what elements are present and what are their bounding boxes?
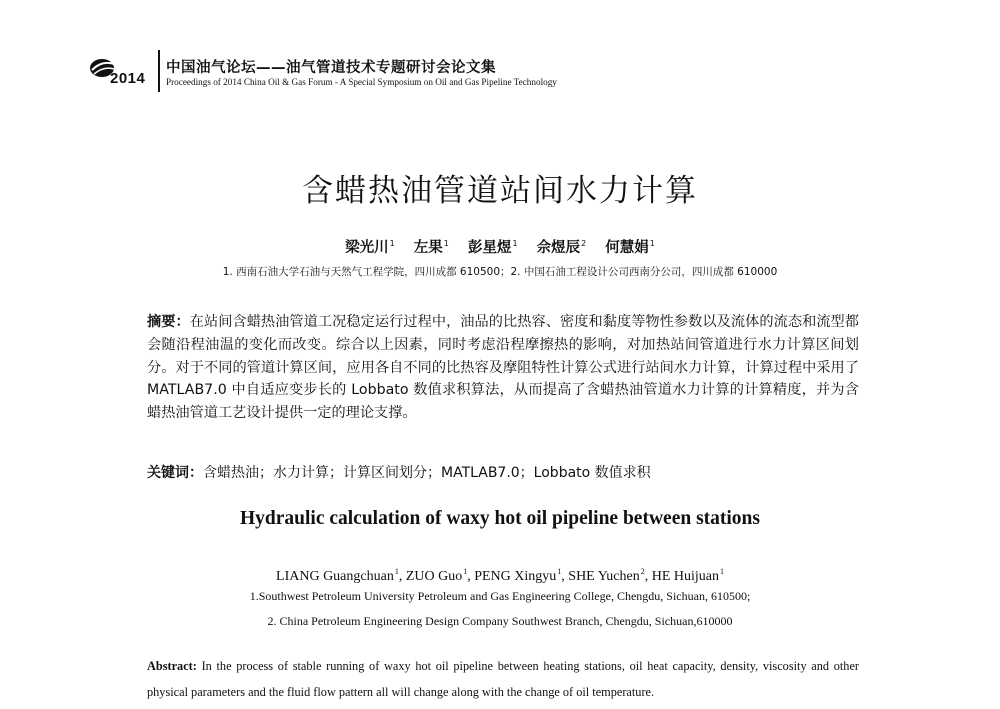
paper-title-en: Hydraulic calculation of waxy hot oil pipeline between stations bbox=[239, 508, 760, 529]
forum-logo bbox=[88, 52, 158, 92]
author-en: LIANG Guangchuan$^1$, bbox=[276, 567, 406, 584]
author-list-cn bbox=[0, 236, 1000, 257]
author-cn: 左果$^1$ bbox=[413, 239, 449, 256]
author-en: ZUO Guo$^1$, bbox=[405, 567, 475, 584]
header-year: 2014 bbox=[110, 70, 146, 87]
keywords-text-cn: 含蜡热油；水力计算；计算区间划分；MATLAB7.0；Lobbato 数值求积 bbox=[203, 465, 651, 481]
abstract-cn bbox=[147, 311, 859, 425]
affiliation-en-1: 1.Southwest Petroleum University Petroleum and Gas Engineering College, Chengdu, Sichuan, 610500; bbox=[249, 589, 751, 603]
abstract-label-en: Abstract: bbox=[147, 659, 197, 673]
abstract-label-cn: 摘要： bbox=[147, 314, 190, 330]
abstract-text-cn: 在站间含蜡热油管道工况稳定运行过程中，油品的比热容、密度和黏度等物性参数以及流体的流态和流型都会随沿程油温的变化而改变。综合以上因素，同时考虑沿程摩擦热的影响，对加热站间管道进行水力计算区间划分。对于不同的管道计算区间，应用各自不同的比热容及摩阻特性计算公式进行站间水力计算，计算过程中采用了 MATLAB7.0 中自适应变步长的 Lobbato 数值求积算法，从而提高了含蜡热油管道水力计算的计算精度，并为含蜡热油管道工艺设计提供一定的理论支撑。 bbox=[147, 314, 859, 422]
affiliation-cn: 1. 西南石油大学石油与天然气工程学院，四川成都 610500；2. 中国石油工程设计公司西南分公司，四川成都 610000 bbox=[222, 266, 778, 278]
author-en: PENG Xingyu$^1$, bbox=[474, 567, 569, 584]
paper-title-cn: 含蜡热油管道站间水力计算 bbox=[302, 173, 698, 209]
header-title-cn: 中国油气论坛——油气管道技术专题研讨会论文集 bbox=[166, 60, 496, 76]
abstract-en bbox=[147, 653, 859, 705]
header-divider bbox=[158, 50, 160, 92]
abstract-text-en: In the process of stable running of waxy hot oil pipeline between heating stations, oil heat capacity, density, viscosity and other physical parameters and the fluid flow pattern all will change along with the change of oil temperature. bbox=[147, 659, 860, 699]
author-en: HE Huijuan$^1$ bbox=[651, 567, 724, 584]
keywords-cn bbox=[147, 462, 859, 482]
author-cn: 彭星煜$^1$ bbox=[467, 239, 518, 256]
author-cn: 梁光川$^1$ bbox=[345, 239, 395, 256]
affiliation-en-2: 2. China Petroleum Engineering Design Company Southwest Branch, Chengdu, Sichuan,610000 bbox=[267, 614, 733, 628]
author-list-en bbox=[0, 567, 1000, 585]
author-cn: 佘煜辰$^2$ bbox=[536, 239, 587, 256]
author-en: SHE Yuchen$^2$, bbox=[568, 567, 652, 584]
author-cn: 何慧娟$^1$ bbox=[605, 239, 655, 256]
keywords-label-cn: 关键词： bbox=[147, 465, 203, 481]
header-title-en: Proceedings of 2014 China Oil & Gas Forum - A Special Symposium on Oil and Gas Pipeline Technology bbox=[166, 77, 557, 87]
